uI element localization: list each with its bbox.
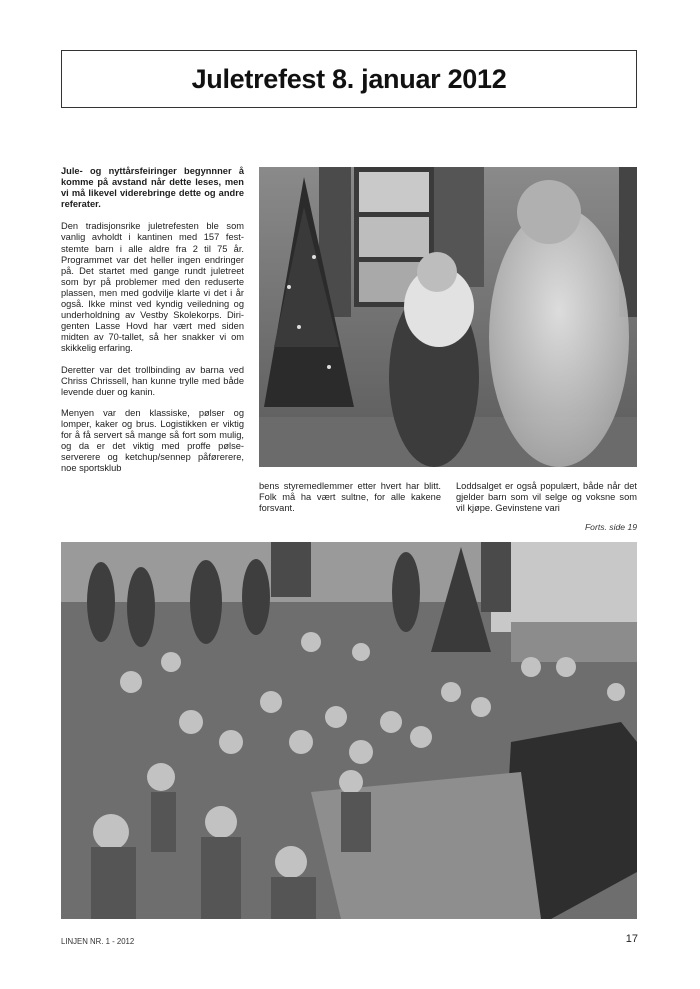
article-column-middle [259, 481, 441, 524]
article-paragraph-1: Den tradisjonsrike juletrefesten ble som vanlig avholdt i kantinen med 157 feststemte barn i alle aldre fra 2 til 75 år. Programmet var det heller ingen endringer på. Det startet med gange rundt juletreet som byr på problemer med den reduserte plassen, men med godvilje klarte vi det i år også. Ikke minst ved kyndig veiledning og underholdning av Vestby Skolekorps. Dirigenten Lasse Hovd har vært med siden midten av 70-tallet, så her snakker vi om skikkelig erfaring. [61, 221, 244, 354]
article-paragraph-3: Menyen var den klassiske, pølser og lomper, kaker og brus. Logistikken er viktig for å få servert så mange så fort som mulig, og da er det viktig med proffe pølse-serverere og ketchup/sennep påførerere, noe sportsklub [61, 407, 244, 474]
photo-santa-graphic [259, 167, 637, 467]
article-column-right [456, 481, 637, 524]
article-paragraph-4: bens styremedlemmer etter hvert har blitt. Folk må ha vært sultne, for alle kakene forsvant. [259, 481, 441, 514]
footer-page-number: 17 [625, 933, 638, 945]
continued-note: Forts. side 19 [584, 522, 637, 532]
photo-santa [259, 167, 637, 467]
photo-audience-graphic [61, 542, 637, 919]
article-column-left [61, 166, 244, 484]
page-title: Juletrefest 8. januar 2012 [191, 63, 507, 94]
article-lead: Jule- og nyttårsfeiringer begynnner å komme på avstand når dette leses, men vi må likevel viderebringe dette og andre referater. [61, 166, 244, 210]
footer-publication: LINJEN NR. 1 - 2012 [61, 937, 135, 946]
article-paragraph-5: Loddsalget er også populært, både når det gjelder barn som vil selge og voksne som vil kjøpe. Gevinstene vari [456, 481, 637, 514]
article-paragraph-2: Deretter var det trollbinding av barna ved Chriss Chrissell, han kunne trylle med både levende duer og kanin. [61, 364, 244, 397]
photo-audience [61, 542, 637, 919]
title-box [61, 50, 637, 108]
